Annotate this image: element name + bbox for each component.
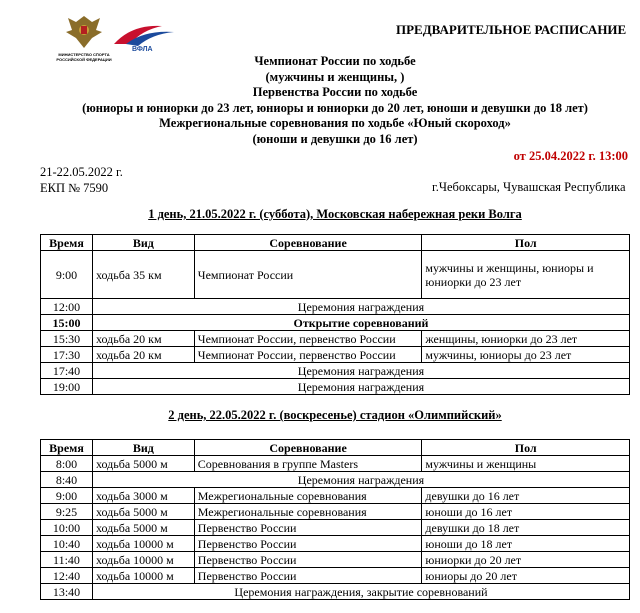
time-cell: 13:40 <box>41 584 93 600</box>
time-cell: 11:40 <box>41 552 93 568</box>
table-row <box>41 315 630 331</box>
time-cell: 12:00 <box>41 299 93 315</box>
ministry-caption: МИНИСТЕРСТВО СПОРТА РОССИЙСКОЙ ФЕДЕРАЦИИ <box>56 52 112 62</box>
version-date: от 25.04.2022 г. 13:00 <box>513 149 628 163</box>
gender-cell: девушки до 18 лет <box>422 520 630 536</box>
competition-cell: Соревнования в группе Masters <box>194 456 422 472</box>
event-meta <box>40 165 123 196</box>
column-header: Соревнование <box>194 235 422 251</box>
event-city: г.Чебоксары, Чувашская Республика <box>432 180 626 194</box>
eagle-emblem-icon <box>62 12 106 52</box>
table-row <box>41 331 630 347</box>
time-cell: 17:30 <box>41 347 93 363</box>
event-cell: ходьба 20 км <box>92 331 194 347</box>
event-cell: ходьба 10000 м <box>92 536 194 552</box>
competition-cell: Первенство России <box>194 568 422 584</box>
document-status: ПРЕДВАРИТЕЛЬНОЕ РАСПИСАНИЕ <box>396 22 627 37</box>
table-row <box>41 536 630 552</box>
gender-cell: мужчины и женщины <box>422 456 630 472</box>
event-cell: ходьба 5000 м <box>92 520 194 536</box>
gender-cell: мужчины, юниоры до 23 лет <box>422 347 630 363</box>
day1-schedule-table <box>40 234 630 395</box>
ministry-emblem <box>56 12 112 62</box>
competition-cell: Чемпионат России <box>194 251 422 299</box>
ceremony-cell: Открытие соревнований <box>92 315 629 331</box>
vfla-logo-text: ВФЛА <box>132 46 153 53</box>
title-line: Чемпионат России по ходьбе <box>254 54 416 68</box>
table-row <box>41 488 630 504</box>
table-header-row <box>41 440 630 456</box>
event-cell: ходьба 35 км <box>92 251 194 299</box>
event-cell: ходьба 10000 м <box>92 552 194 568</box>
event-dates: 21-22.05.2022 г. <box>40 165 123 179</box>
time-cell: 10:00 <box>41 520 93 536</box>
table-row <box>41 456 630 472</box>
time-cell: 15:30 <box>41 331 93 347</box>
day1-title: 1 день, 21.05.2022 г. (суббота), Московская набережная реки Волга <box>148 207 522 221</box>
ceremony-cell: Церемония награждения <box>92 363 629 379</box>
vfla-logo <box>112 22 176 56</box>
ceremony-cell: Церемония награждения <box>92 379 629 395</box>
ceremony-cell: Церемония награждения <box>92 472 629 488</box>
event-cell: ходьба 5000 м <box>92 456 194 472</box>
title-line: (юноши и девушки до 16 лет) <box>252 131 418 146</box>
table-row <box>41 379 630 395</box>
runner-swoosh-icon <box>112 22 176 48</box>
table-row <box>41 568 630 584</box>
table-row <box>41 520 630 536</box>
time-cell: 17:40 <box>41 363 93 379</box>
competition-cell: Первенство России <box>194 552 422 568</box>
table-row <box>41 584 630 600</box>
competition-cell: Чемпионат России, первенство России <box>194 331 422 347</box>
event-cell: ходьба 5000 м <box>92 504 194 520</box>
day2-title: 2 день, 22.05.2022 г. (воскресенье) стадион «Олимпийский» <box>168 408 502 422</box>
time-cell: 9:25 <box>41 504 93 520</box>
gender-cell: девушки до 16 лет <box>422 488 630 504</box>
title-line: (юниоры и юниорки до 23 лет, юниоры и юниорки до 20 лет, юноши и девушки до 18 лет) <box>82 100 588 115</box>
title-line: Межрегиональные соревнования по ходьбе «Юный скороход» <box>159 116 511 130</box>
column-header: Пол <box>422 440 630 456</box>
time-cell: 15:00 <box>41 315 93 331</box>
event-cell: ходьба 10000 м <box>92 568 194 584</box>
ceremony-cell: Церемония награждения <box>92 299 629 315</box>
competition-cell: Чемпионат России, первенство России <box>194 347 422 363</box>
gender-cell: юноши до 16 лет <box>422 504 630 520</box>
time-cell: 8:00 <box>41 456 93 472</box>
competition-cell: Первенство России <box>194 520 422 536</box>
gender-cell: юноши до 18 лет <box>422 536 630 552</box>
time-cell: 8:40 <box>41 472 93 488</box>
table-row <box>41 347 630 363</box>
title-block <box>40 54 630 147</box>
time-cell: 19:00 <box>41 379 93 395</box>
event-cell: ходьба 3000 м <box>92 488 194 504</box>
title-line: Первенства России по ходьбе <box>252 85 418 99</box>
ceremony-cell: Церемония награждения, закрытие соревнований <box>92 584 629 600</box>
competition-cell: Межрегиональные соревнования <box>194 488 422 504</box>
ekp-number: ЕКП № 7590 <box>40 180 109 195</box>
table-row <box>41 504 630 520</box>
time-cell: 10:40 <box>41 536 93 552</box>
time-cell: 9:00 <box>41 251 93 299</box>
gender-cell: женщины, юниорки до 23 лет <box>422 331 630 347</box>
time-cell: 9:00 <box>41 488 93 504</box>
table-row <box>41 472 630 488</box>
title-line: (мужчины и женщины, ) <box>265 69 405 84</box>
gender-cell: юниоры до 20 лет <box>422 568 630 584</box>
table-row <box>41 363 630 379</box>
day2-schedule-table <box>40 439 630 600</box>
column-header: Вид <box>92 440 194 456</box>
table-header-row <box>41 235 630 251</box>
table-row <box>41 299 630 315</box>
column-header: Время <box>41 440 93 456</box>
column-header: Время <box>41 235 93 251</box>
column-header: Соревнование <box>194 440 422 456</box>
table-row <box>41 552 630 568</box>
column-header: Вид <box>92 235 194 251</box>
table-row <box>41 251 630 299</box>
event-cell: ходьба 20 км <box>92 347 194 363</box>
competition-cell: Межрегиональные соревнования <box>194 504 422 520</box>
column-header: Пол <box>422 235 630 251</box>
competition-cell: Первенство России <box>194 536 422 552</box>
gender-cell: юниорки до 20 лет <box>422 552 630 568</box>
gender-cell: мужчины и женщины, юниоры и юниорки до 23 лет <box>422 251 630 299</box>
time-cell: 12:40 <box>41 568 93 584</box>
